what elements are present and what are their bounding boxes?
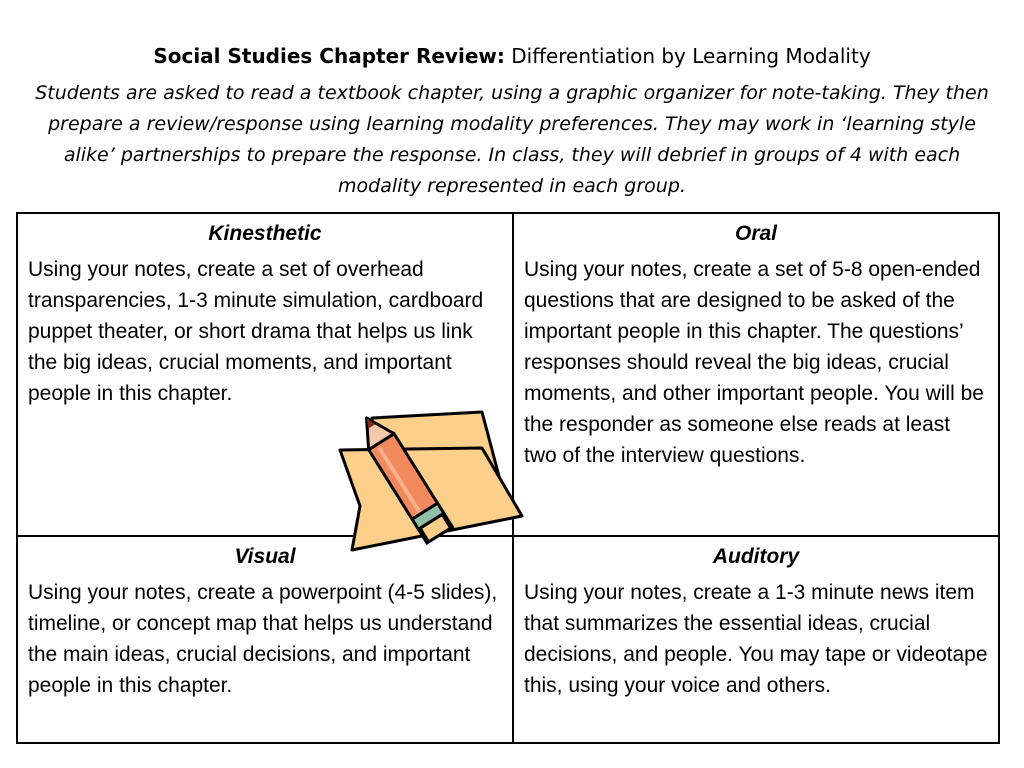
pencil-and-paper-icon [332,410,528,570]
title-rest: Differentiation by Learning Modality [511,44,871,68]
text-auditory: Using your notes, create a 1-3 minute news item that summarizes the essential ideas, crucial decisions, and people. You may tape or videotape this, using your voice and others. [524,581,988,697]
text-oral: Using your notes, create a set of 5-8 open-ended questions that are designed to be asked of the important people in this chapter. The questions’ responses should reveal the big ideas, crucial moments, and other important people. You will be the responder as someone else reads at least two of the interview questions. [524,258,984,467]
heading-auditory: Auditory [712,545,800,568]
intro-text: Students are asked to read a textbook chapter, using a graphic organizer for note-taking. They then prepare a review/response using learning modality preferences. They may work in ‘learning style alike’ partnerships to prepare the response. In class, they will debrief in groups of 4 with each modality represented in each group. [35,82,989,197]
page-title [0,42,1024,70]
heading-visual: Visual [234,545,296,568]
cell-auditory [514,537,998,742]
title-bold: Social Studies Chapter Review: [153,44,505,68]
cell-oral [514,214,998,537]
heading-oral: Oral [734,222,778,245]
text-visual: Using your notes, create a powerpoint (4-5 slides), timeline, or concept map that helps us understand the main ideas, crucial decisions, and important people in this chapter. [28,581,498,697]
heading-kinesthetic: Kinesthetic [208,222,322,245]
text-kinesthetic: Using your notes, create a set of overhead transparencies, 1-3 minute simulation, cardboard puppet theater, or short drama that helps us link the big ideas, crucial moments, and important people in this chapter. [28,258,484,405]
